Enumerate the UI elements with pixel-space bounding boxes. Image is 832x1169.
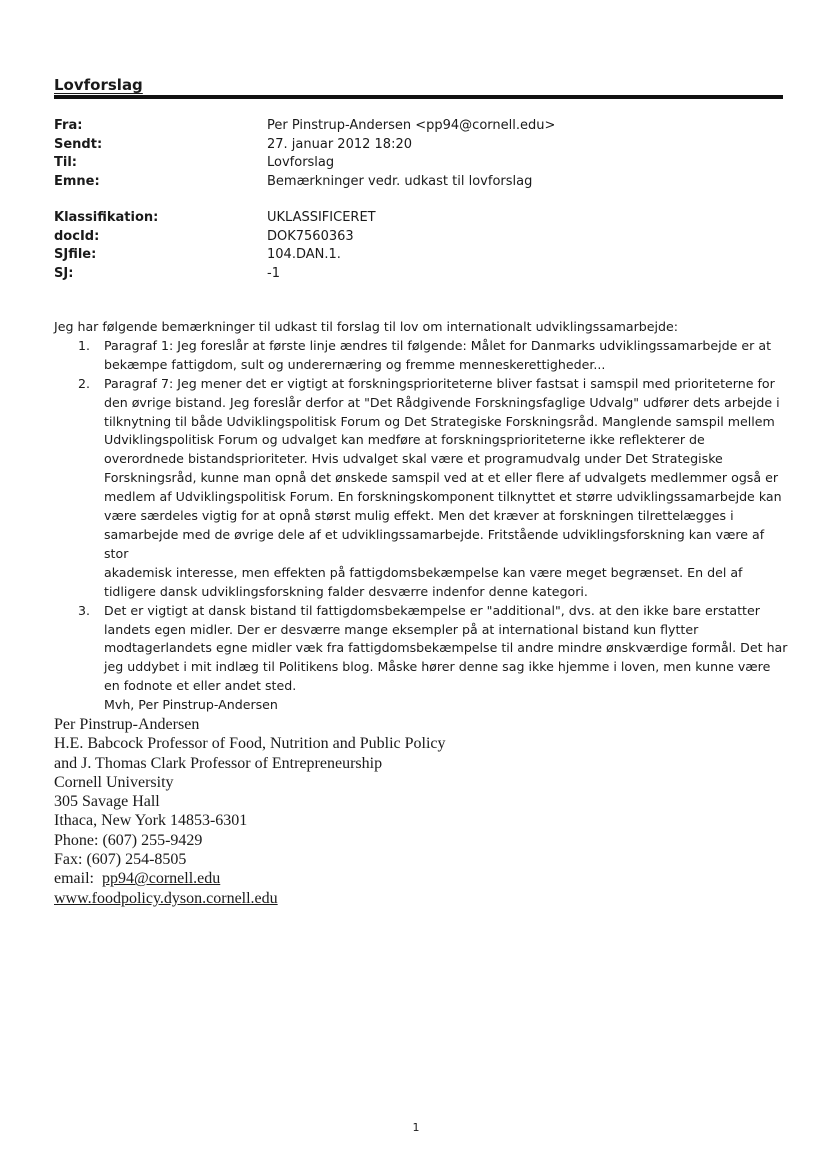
email-body (54, 318, 789, 715)
website-link[interactable]: www.foodpolicy.dyson.cornell.edu (54, 889, 278, 907)
meta-label: Emne: (54, 173, 100, 189)
meta-value-sj: -1 (267, 265, 280, 281)
remark-line: Paragraf 7: Jeg mener det er vigtigt at forskningsprioriteterne bliver fastsat i samspil med prioriteterne for (104, 375, 775, 391)
email-link[interactable]: pp94@cornell.edu (101, 870, 221, 888)
signature-title-1: H.E. Babcock Professor of Food, Nutrition and Public Policy (54, 735, 446, 753)
list-number: 3. (78, 602, 91, 618)
email-label: email: (54, 870, 102, 888)
meta-label: docId: (54, 228, 100, 244)
remark-item-2 (54, 375, 789, 602)
meta-label: Klassifikation: (54, 210, 159, 225)
remark-line: overordnede bistandsprioriteter. Hvis udvalget skal være et programudvalg under Det Strategiske (104, 451, 723, 467)
title-rule (54, 95, 783, 99)
meta-label: Sendt: (54, 136, 103, 152)
meta-label: Fra: (54, 118, 83, 133)
signature-website-row (54, 889, 446, 908)
signature-phone: Phone: (607) 255-9429 (54, 831, 203, 849)
meta-value-sjfile: 104.DAN.1. (267, 247, 341, 262)
remark-line: akademisk interesse, men effekten på fattigdomsbekæmpelse kan være meget begrænset. En del af (104, 564, 743, 580)
remark-line: den øvrige bistand. Jeg foreslår derfor at "Det Rådgivende Forskningsfaglige Udvalg" udfører dets arbejde i (104, 394, 780, 410)
remark-line: Forskningsråd, kunne man opnå det ønskede samspil ved at et eller flere af udvalgets medlemmer også er (104, 470, 779, 486)
remark-line: være særdeles vigtig for at opnå størst mulig effekt. Men det kræver at forskningen tilrettelægges i (104, 508, 734, 524)
signature-block (54, 715, 446, 908)
remark-line: samarbejde med de øvrige dele af et udviklingssamarbejde. Fritstående udviklingsforskning kan være af stor (104, 526, 765, 561)
remark-item-3 (54, 602, 789, 697)
meta-label: SJfile: (54, 247, 97, 262)
meta-value-docid: DOK7560363 (267, 228, 354, 244)
signature-university: Cornell University (54, 773, 174, 791)
remark-line: tidligere dansk udviklingsforskning falder desværre indenfor denne kategori. (104, 583, 588, 599)
list-number: 1. (78, 337, 91, 353)
meta-label: Til: (54, 155, 77, 170)
remark-line: bekæmpe fattigdom, sult og underernæring og fremme menneskerettigheder... (104, 356, 606, 372)
signature-title-2: and J. Thomas Clark Professor of Entrepreneurship (54, 754, 383, 772)
body-intro: Jeg har følgende bemærkninger til udkast til forslag til lov om internationalt udviklingssamarbejde: (54, 319, 679, 334)
meta-value-sent: 27. januar 2012 18:20 (267, 136, 412, 152)
meta-value-to: Lovforslag (267, 155, 335, 170)
signature-address-2: Ithaca, New York 14853-6301 (54, 812, 248, 830)
remark-line: landets egen midler. Der er desværre mange eksempler på at international bistand kun flytter (104, 621, 699, 637)
signature-address-1: 305 Savage Hall (54, 793, 160, 811)
closing-greeting: Mvh, Per Pinstrup-Andersen (104, 697, 278, 713)
remark-line: medlem af Udviklingspolitisk Forum. En forskningskomponent tilknyttet et større udviklingssamarbejde kan (104, 489, 782, 505)
document-title: Lovforslag (54, 76, 143, 94)
remark-line: modtagerlandets egne midler væk fra fattigdomsbekæmpelse til andre mindre ønskværdige formål. Det har (104, 640, 788, 656)
remarks-list (54, 337, 789, 696)
signature-email-row (54, 869, 446, 888)
meta-value-subject: Bemærkninger vedr. udkast til lovforslag (267, 173, 533, 189)
signature-name: Per Pinstrup-Andersen (54, 716, 200, 733)
list-number: 2. (78, 375, 91, 391)
meta-value-from: Per Pinstrup-Andersen <pp94@cornell.edu> (267, 118, 556, 133)
remark-line: en fodnote et eller andet sted. (104, 678, 297, 694)
meta-label: SJ: (54, 265, 74, 281)
meta-value-classification: UKLASSIFICERET (267, 210, 376, 225)
remark-line: tilknytning til både Udviklingspolitisk Forum og Det Strategiske Forskningsråd. Manglende samspil mellem (104, 413, 775, 429)
remark-line: Udviklingspolitisk Forum og udvalget kan medføre at forskningsprioriteterne ikke reflekterer de (104, 432, 705, 448)
remark-line: jeg uddybet i mit indlæg til Politikens blog. Måske hører denne sag ikke hjemme i loven, men kunne være (104, 659, 771, 675)
page-number: 1 (412, 1121, 420, 1134)
signature-fax: Fax: (607) 254-8505 (54, 851, 187, 869)
remark-line: Paragraf 1: Jeg foreslår at første linje ændres til følgende: Målet for Danmarks udviklingssamarbejde er at (104, 337, 772, 353)
remark-line: Det er vigtigt at dansk bistand til fattigdomsbekæmpelse er "additional", dvs. at den ikke bare erstatter (104, 602, 760, 618)
remark-item-1 (54, 337, 789, 375)
